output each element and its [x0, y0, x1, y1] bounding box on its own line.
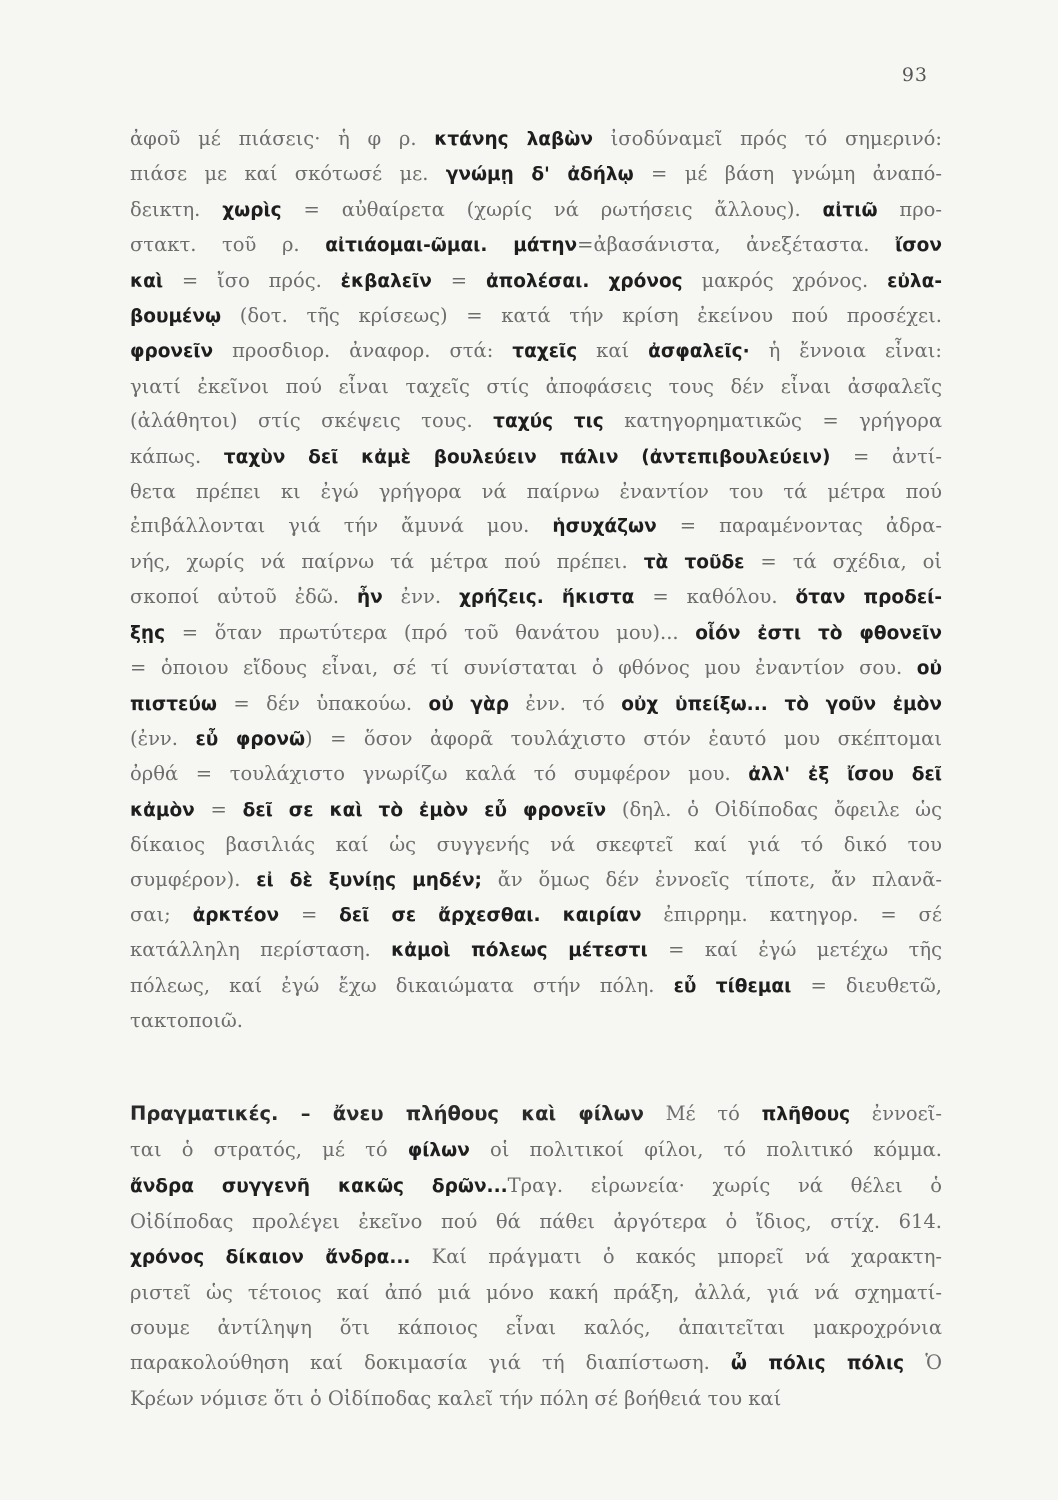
- gloss-text: προσδιορ. ἀναφορ. στά:: [213, 339, 513, 363]
- gloss-text: θετα πρέπει κι ἐγώ γρήγορα νά παίρνω ἐναντίον του τά μέτρα πού: [130, 480, 942, 504]
- lemma-bold: γνώμῃ δ' ἀδήλῳ: [445, 164, 634, 186]
- text-line: [130, 651, 942, 686]
- text-line: [130, 1381, 942, 1416]
- lemma-bold: πιστεύω: [130, 693, 217, 715]
- text-line: [130, 334, 942, 369]
- text-line: [130, 863, 942, 898]
- text-line: [130, 299, 942, 334]
- text-line: [130, 1096, 942, 1132]
- lemma-bold: ταχὺν δεῖ κἀμὲ βουλεύειν πάλιν (ἀντεπιβουλεύειν): [223, 446, 831, 468]
- lemma-bold: τὰ τοῦδε: [643, 551, 745, 573]
- gloss-text: σκοποί αὐτοῦ ἐδῶ.: [130, 585, 357, 609]
- gloss-text: δεικτη.: [130, 197, 223, 221]
- gloss-text: πιάσε με καί σκότωσέ με.: [130, 162, 446, 186]
- lemma-bold: δεῖ σε καὶ τὸ ἐμὸν εὖ φρονεῖν: [242, 799, 607, 821]
- gloss-text: συμφέρον).: [130, 867, 257, 891]
- text-line: [130, 898, 942, 933]
- gloss-text: δίκαιος βασιλιάς καί ὡς συγγενής νά σκεφτεῖ καί γιά τό δικό του: [130, 833, 942, 857]
- lemma-bold: ταχεῖς: [512, 341, 578, 363]
- gloss-text: ριστεῖ ὡς τέτοιος καί ἀπό μιά μόνο κακή πράξη, ἀλλά, γιά νά σχηματί-: [130, 1281, 942, 1304]
- lemma-bold: πλῆθους: [761, 1104, 851, 1125]
- text-line: [130, 545, 942, 580]
- lemma-bold: ταχύς τις: [493, 411, 604, 433]
- gloss-text: (ἀλάθητοι) στίς σκέψεις τους.: [130, 409, 494, 433]
- gloss-text: ἀφοῦ μέ πιάσεις· ἡ φ ρ.: [130, 127, 435, 150]
- lemma-bold: εὖ τίθεμαι: [673, 975, 792, 997]
- gloss-text: Ὁ: [904, 1351, 942, 1374]
- text-line: [130, 969, 942, 1004]
- lemma-bold: ἐκβαλεῖν: [340, 270, 432, 292]
- gloss-text: Οἰδίποδας προλέγει ἐκεῖνο πού θά πάθει ἀργότερα ὁ ἴδιος, στίχ. 614.: [130, 1210, 942, 1233]
- gloss-text: γιατί ἐκεῖνοι πού εἶναι ταχεῖς στίς ἀποφάσεις τους δέν εἶναι ἀσφαλεῖς: [130, 374, 942, 398]
- text-line: [130, 157, 942, 192]
- text-line: [130, 193, 942, 228]
- lemma-bold: χρόνος δίκαιον ἄνδρα...: [130, 1247, 411, 1268]
- gloss-text: κατάλληλη περίσταση.: [130, 938, 392, 962]
- text-line: [130, 1310, 942, 1345]
- gloss-text: = μέ βάση γνώμη ἀναπό-: [633, 162, 942, 186]
- lemma-bold: ξῃς: [130, 622, 166, 644]
- text-line: [130, 580, 942, 615]
- text-line: [130, 793, 942, 828]
- text-line: [130, 1345, 942, 1381]
- gloss-text: = δέν ὑπακούω.: [216, 691, 429, 715]
- gloss-text: = ὁποιου εἴδους εἶναι, σέ τί συνίσταται ὁ φθόνος μου ἐναντίον σου.: [130, 656, 917, 680]
- gloss-text: = τά σχέδια, οἱ: [744, 549, 942, 573]
- lemma-bold: ἀλλ' ἐξ ἴσου δεῖ: [748, 764, 942, 786]
- lemma-bold: εὖ φρονῶ: [195, 728, 306, 750]
- gloss-text: ἐνν. τό: [508, 691, 622, 715]
- text-line: [130, 122, 942, 157]
- pragmatikes-paragraph: [130, 1096, 942, 1416]
- gloss-text: καί: [577, 339, 649, 363]
- gloss-text: πόλεως, καί ἐγώ ἔχω δικαιώματα στήν πόλη.: [130, 973, 674, 997]
- lemma-bold: ὦ πόλις πόλις: [730, 1353, 905, 1374]
- lemma-bold: οὐ: [916, 658, 942, 680]
- gloss-text: ) = ὅσον ἀφορᾶ τουλάχιστο στόν ἑαυτό μου σκέπτομαι: [305, 726, 942, 750]
- gloss-text: = ὅταν πρωτύτερα (πρό τοῦ θανάτου μου)...: [165, 620, 696, 644]
- gloss-text: Κρέων νόμισε ὅτι ὁ Οἰδίποδας καλεῖ τήν πόλη σέ βοήθειά του καί: [130, 1387, 782, 1410]
- lemma-bold: χρήζεις. ἥκιστα: [458, 587, 635, 609]
- gloss-text: στακτ. τοῦ ρ.: [130, 233, 326, 257]
- lemma-bold: ἄνδρα συγγενῆ κακῶς δρῶν...: [130, 1176, 508, 1197]
- gloss-text: σουμε ἀντίληψη ὅτι κάποιος εἶναι καλός, ἀπαιτεῖται μακροχρόνια: [130, 1316, 942, 1339]
- text-line: [130, 757, 942, 792]
- lemma-bold: ἦν: [356, 587, 383, 609]
- gloss-text: τακτοποιῶ.: [130, 1009, 243, 1033]
- gloss-text: (δηλ. ὁ Οἰδίποδας ὄφειλε ὡς: [606, 797, 942, 821]
- gloss-text: (ἐνν.: [130, 726, 196, 750]
- lemma-bold: φρονεῖν: [130, 341, 214, 363]
- lemma-bold: ἡσυχάζων: [552, 516, 657, 538]
- text-line: [130, 1168, 942, 1204]
- gloss-text: = παραμένοντας ἀδρα-: [656, 514, 942, 538]
- gloss-text: = ἀντί-: [830, 444, 943, 468]
- text-line: [130, 264, 942, 299]
- gloss-text: = καθόλου.: [634, 585, 796, 609]
- text-line: [130, 1132, 942, 1168]
- gloss-text: (δοτ. τῆς κρίσεως) = κατά τήν κρίση ἐκείνου πού προσέχει.: [221, 304, 942, 328]
- lemma-bold: ὅταν προδεί-: [795, 587, 942, 609]
- text-line: [130, 228, 942, 263]
- text-line: [130, 687, 942, 722]
- gloss-text: ἐνν.: [382, 585, 459, 609]
- text-line: [130, 404, 942, 439]
- gloss-text: Καί πράγματι ὁ κακός μπορεῖ νά χαρακτη-: [410, 1245, 942, 1268]
- gloss-text: =: [194, 797, 243, 821]
- gloss-text: =: [279, 902, 340, 926]
- lemma-bold: αἰτιάομαι-ῶμαι. μάτην: [325, 235, 578, 257]
- text-line: [130, 1004, 942, 1038]
- gloss-text: νής, χωρίς νά παίρνω τά μέτρα πού πρέπει.: [130, 549, 644, 573]
- text-line: [130, 1204, 942, 1239]
- lemma-bold: κἀμὸν: [130, 799, 195, 821]
- lemma-bold: ἴσον: [895, 235, 942, 257]
- gloss-text: ἐννοεῖ-: [850, 1102, 943, 1125]
- page-number: 93: [901, 64, 928, 86]
- text-line: [130, 475, 942, 509]
- gloss-text: σαι;: [130, 902, 193, 926]
- section-heading: Πραγματικές. – ἄνευ πλήθους καὶ φίλων: [130, 1102, 644, 1125]
- lemma-bold: ἀπολέσαι. χρόνος: [485, 270, 683, 292]
- gloss-text: ἄν ὅμως δέν ἐννοεῖς τίποτε, ἄν πλανᾶ-: [481, 867, 942, 891]
- gloss-text: Μέ τό: [643, 1102, 762, 1125]
- gloss-text: κάπως.: [130, 444, 224, 468]
- gloss-text: = διευθετῶ,: [791, 973, 942, 997]
- gloss-text: κατηγορηματικῶς = γρήγορα: [603, 409, 942, 433]
- text-line: [130, 828, 942, 862]
- gloss-text: Τραγ. εἰρωνεία· χωρίς νά θέλει ὁ: [507, 1174, 942, 1197]
- text-line: [130, 1275, 942, 1310]
- lemma-bold: φίλων: [407, 1140, 470, 1161]
- text-line: [130, 440, 942, 475]
- gloss-text: οἱ πολιτικοί φίλοι, τό πολιτικό κόμμα.: [469, 1138, 942, 1161]
- lemma-bold: χωρὶς: [222, 199, 282, 221]
- lemma-bold: οἷόν ἐστι τὸ φθονεῖν: [695, 622, 942, 644]
- lemma-bold: ἀσφαλεῖς·: [648, 341, 750, 363]
- lemma-bold: καὶ: [130, 270, 164, 292]
- lemma-bold: δεῖ σε ἄρχεσθαι. καιρίαν: [339, 904, 642, 926]
- gloss-text: παρακολούθηση καί δοκιμασία γιά τή διαπίστωση.: [130, 1351, 731, 1374]
- lemma-bold: κτάνης λαβὼν: [434, 129, 593, 150]
- gloss-text: ὀρθά = τουλάχιστο γνωρίζω καλά τό συμφέρον μου.: [130, 762, 749, 786]
- gloss-text: μακρός χρόνος.: [682, 268, 888, 292]
- gloss-text: = αὐθαίρετα (χωρίς νά ρωτήσεις ἄλλους).: [281, 197, 823, 221]
- gloss-text: ἰσοδύναμεῖ πρός τό σημερινό:: [592, 127, 942, 150]
- gloss-text: ἐπιρρημ. κατηγορ. = σέ: [641, 902, 942, 926]
- text-line: [130, 1239, 942, 1275]
- text-line: [130, 370, 942, 404]
- text-line: [130, 933, 942, 968]
- gloss-text: = καί ἐγώ μετέχω τῆς: [647, 938, 942, 962]
- lemma-bold: κἀμοὶ πόλεως μέτεστι: [391, 940, 648, 962]
- lemma-bold: ἀρκτέον: [192, 904, 280, 926]
- commentary-paragraph: [130, 122, 942, 1039]
- lemma-bold: βουμένῳ: [130, 306, 222, 328]
- gloss-text: =ἀβασάνιστα, ἀνεξέταστα.: [577, 233, 896, 257]
- text-line: [130, 722, 942, 757]
- gloss-text: = ἴσο πρός.: [163, 268, 341, 292]
- lemma-bold: οὐ γὰρ: [428, 693, 509, 715]
- lemma-bold: οὐχ ὑπείξω... τὸ γοῦν ἐμὸν: [621, 693, 942, 715]
- lemma-bold: αἰτιῶ: [822, 199, 878, 221]
- text-line: [130, 616, 942, 651]
- gloss-text: ται ὁ στρατός, μέ τό: [130, 1138, 408, 1161]
- gloss-text: ἐπιβάλλονται γιά τήν ἄμυνά μου.: [130, 514, 553, 538]
- lemma-bold: εἰ δὲ ξυνίῃς μηδέν;: [256, 869, 482, 891]
- lemma-bold: εὐλα-: [887, 270, 942, 292]
- gloss-text: =: [431, 268, 486, 292]
- text-line: [130, 509, 942, 544]
- gloss-text: προ-: [877, 197, 942, 221]
- gloss-text: ἡ ἔννοια εἶναι:: [749, 339, 943, 363]
